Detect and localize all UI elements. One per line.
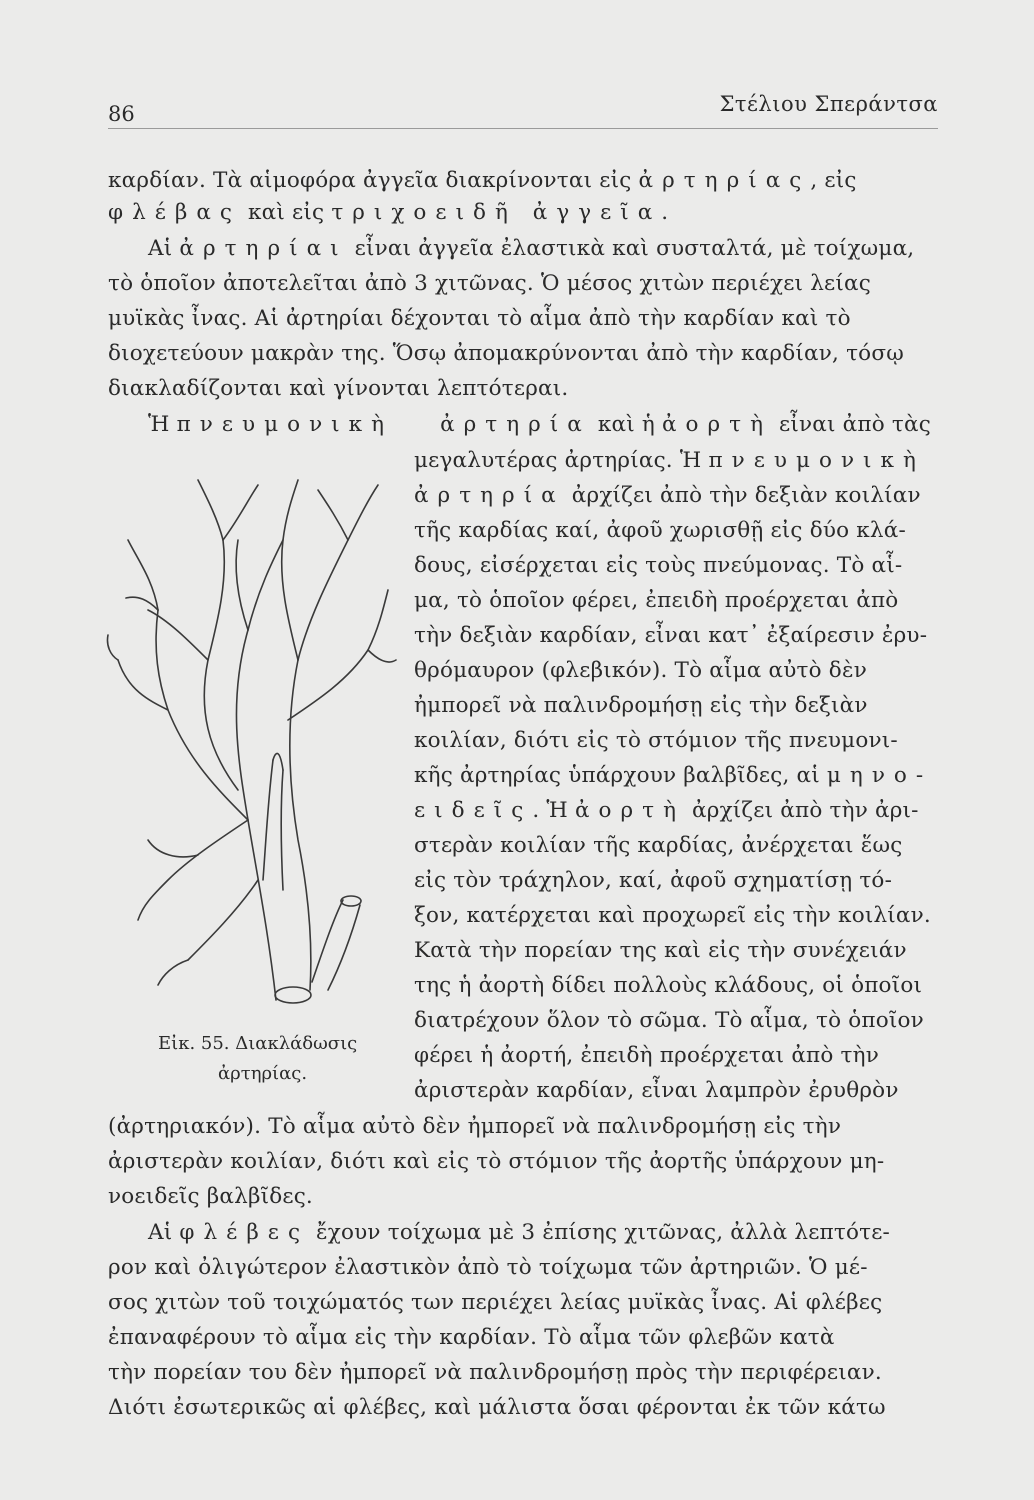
text-line: κοιλίαν, διότι εἰς τὸ στόμιον τῆς πνευμονι- <box>414 728 898 753</box>
text-line: ειδεῖς. Ἡ ἀορτὴ ἀρχίζει ἀπὸ τὴν ἀρι- <box>414 798 919 823</box>
text-line: ἠμπορεῖ νὰ παλινδρομήσῃ εἰς τὴν δεξιὰν <box>414 693 868 718</box>
text-line: ξον, κατέρχεται καὶ προχωρεῖ εἰς τὴν κοιλίαν. <box>414 903 931 928</box>
text-line: διατρέχουν ὅλον τὸ σῶμα. Τὸ αἷμα, τὸ ὁποῖον <box>414 1008 924 1033</box>
text-line: ρον καὶ ὀλιγώτερον ἐλαστικὸν ἀπὸ τὸ τοίχωμα τῶν ἀρτηριῶν. Ὁ μέ- <box>108 1255 868 1280</box>
text-line: τὴν δεξιὰν καρδίαν, εἶναι κατ᾿ ἐξαίρεσιν ἐρυ- <box>414 623 928 648</box>
text-line: κῆς ἀρτηρίας ὑπάρχουν βαλβῖδες, αἱ μηνο- <box>414 763 933 788</box>
text-line: μυϊκὰς ἶνας. Αἱ ἀρτηρίαι δέχονται τὸ αἷμα ἀπὸ τὴν καρδίαν καὶ τὸ <box>108 306 851 331</box>
text-line: ἀριστερὰν καρδίαν, εἶναι λαμπρὸν ἐρυθρὸν <box>414 1078 899 1103</box>
text-line: νοειδεῖς βαλβῖδες. <box>108 1184 313 1209</box>
text-line: στερὰν κοιλίαν τῆς καρδίας, ἀνέρχεται ἕως <box>414 833 903 858</box>
text-line: διακλαδίζονται καὶ γίνονται λεπτότεραι. <box>108 376 569 401</box>
text-line: καρδίαν. Τὰ αἱμοφόρα ἀγγεῖα διακρίνονται εἰς ἀρτηρίας, εἰς <box>108 168 857 193</box>
text-line: Αἱ ἀρτηρίαι εἶναι ἀγγεῖα ἐλαστικὰ καὶ συσταλτά, μὲ τοίχωμα, <box>148 236 915 261</box>
figure-caption: Εἰκ. 55. Διακλάδωσις <box>158 1033 358 1054</box>
text-line: Κατὰ τὴν πορείαν της καὶ εἰς τὴν συνέχειάν <box>414 938 907 963</box>
text-line: εἰς τὸν τράχηλον, καί, ἀφοῦ σχηματίσῃ τό- <box>414 868 893 893</box>
text-line: Αἱ φλέβες ἔχουν τοίχωμα μὲ 3 ἐπίσης χιτῶνας, ἀλλὰ λεπτότε- <box>148 1220 891 1245</box>
text-line: τὸ ὁποῖον ἀποτελεῖται ἀπὸ 3 χιτῶνας. Ὁ μέσος χιτὼν περιέχει λείας <box>108 271 871 296</box>
text-line: σος χιτὼν τοῦ τοιχώματός των περιέχει λείας μυϊκὰς ἶνας. Αἱ φλέβες <box>108 1290 883 1315</box>
page-number: 86 <box>108 102 135 126</box>
figure-caption: ἀρτηρίας. <box>218 1063 308 1084</box>
text-line: (ἀρτηριακόν). Τὸ αἷμα αὐτὸ δὲν ἠμπορεῖ νὰ παλινδρομήσῃ εἰς τὴν <box>108 1114 842 1139</box>
text-line: δους, εἰσέρχεται εἰς τοὺς πνεύμονας. Τὸ αἷ- <box>414 553 903 578</box>
text-line: θρόμαυρον (φλεβικόν). Τὸ αἷμα αὐτὸ δὲν <box>414 658 867 683</box>
text-line: μα, τὸ ὁποῖον φέρει, ἐπειδὴ προέρχεται ἀπὸ <box>414 588 899 613</box>
text-line: ἐπαναφέρουν τὸ αἷμα εἰς τὴν καρδίαν. Τὸ αἷμα τῶν φλεβῶν κατὰ <box>108 1325 835 1350</box>
text-line: Διότι ἐσωτερικῶς αἱ φλέβες, καὶ μάλιστα ὅσαι φέρονται ἐκ τῶν κάτω <box>108 1395 886 1420</box>
text-line: μεγαλυτέρας ἀρτηρίας. Ἡ πνευμονικὴ <box>414 448 925 473</box>
header-rule <box>108 128 938 129</box>
text-line: Ἡ πνευμονικὴ ἀρτηρία καὶ ἡ ἀορτὴ εἶναι ἀπὸ τὰς <box>148 412 931 437</box>
text-line: ἀριστερὰν κοιλίαν, διότι καὶ εἰς τὸ στόμιον τῆς ἀορτῆς ὑπάρχουν μη- <box>108 1149 885 1174</box>
text-line: τῆς καρδίας καί, ἀφοῦ χωρισθῇ εἰς δύο κλά- <box>414 518 906 543</box>
running-title: Στέλιου Σπεράντσα <box>719 92 938 116</box>
text-line: φλέβας καὶ εἰς τριχοειδῆ ἀγγεῖα. <box>108 200 678 225</box>
text-line: φέρει ἡ ἀορτή, ἐπειδὴ προέρχεται ἀπὸ τὴν <box>414 1043 880 1068</box>
text-line: της ἡ ἀορτὴ δίδει πολλοὺς κλάδους, οἱ ὁποῖοι <box>414 973 923 998</box>
text-line: διοχετεύουν μακρὰν της. Ὅσῳ ἀπομακρύνονται ἀπὸ τὴν καρδίαν, τόσῳ <box>108 341 904 366</box>
text-line: τὴν πορείαν του δὲν ἠμπορεῖ νὰ παλινδρομήσῃ πρὸς τὴν περιφέρειαν. <box>108 1360 882 1385</box>
artery-branching-illustration <box>98 460 398 1030</box>
text-line: ἀρτηρία ἀρχίζει ἀπὸ τὴν δεξιὰν κοιλίαν <box>414 483 921 508</box>
